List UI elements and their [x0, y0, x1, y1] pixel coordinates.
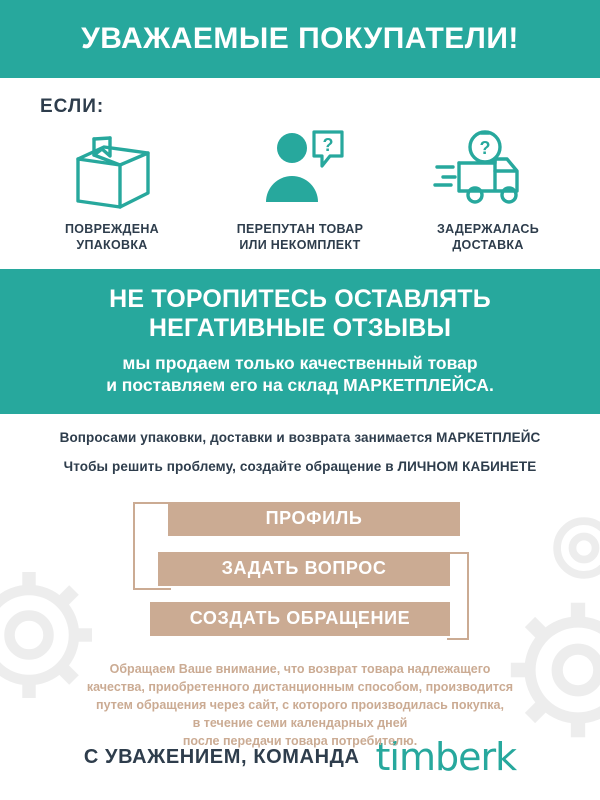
- if-label: ЕСЛИ:: [40, 96, 105, 117]
- footer-text: С УВАЖЕНИЕМ, КОМАНДА: [83, 745, 360, 768]
- reason-label: ПОВРЕЖДЕНА УПАКОВКА: [64, 222, 159, 252]
- step-ask-question[interactable]: ЗАДАТЬ ВОПРОС: [158, 552, 450, 586]
- reason-label: ЗАДЕРЖАЛАСЬ ДОСТАВКА: [436, 222, 539, 252]
- main-message-band: [0, 269, 600, 414]
- reason-wrong-item: [214, 124, 386, 253]
- reasons-list: [0, 118, 600, 253]
- disclaimer-text: Обращаем Ваше внимание, что возврат товара надлежащего качества, приобретенного дистанционным способом, производится путем обращения через сайт, с которого производилась покупка, в течение семи календарных дней после передачи товара потребителю.: [86, 661, 514, 749]
- note-personal-account: Чтобы решить проблему, создайте обращение в ЛИЧНОМ КАБИНЕТЕ: [63, 458, 537, 474]
- notes-section: [0, 414, 600, 496]
- page-title: УВАЖАЕМЫЕ ПОКУПАТЕЛИ!: [81, 22, 519, 55]
- svg-text:?: ?: [479, 138, 491, 158]
- reason-damaged-package: [26, 124, 198, 253]
- reason-late-delivery: [402, 124, 574, 253]
- main-subtext: мы продаем только качественный товар и поставляем его на склад МАРКЕТПЛЕЙСА.: [106, 353, 494, 395]
- steps-flow: [0, 496, 600, 654]
- person-question-icon: [214, 124, 386, 216]
- svg-text:?: ?: [322, 135, 334, 155]
- step-create-request[interactable]: СОЗДАТЬ ОБРАЩЕНИЕ: [150, 602, 450, 636]
- reason-label: ПЕРЕПУТАН ТОВАР ИЛИ НЕКОМПЛЕКТ: [236, 222, 364, 252]
- conditions-section: [0, 78, 600, 257]
- damaged-box-icon: [26, 124, 198, 216]
- delivery-truck-icon: [402, 124, 574, 216]
- header-banner: [0, 0, 600, 78]
- note-marketplace: Вопросами упаковки, доставки и возврата занимается МАРКЕТПЛЕЙС: [59, 429, 541, 445]
- brand-logo: timberk: [375, 735, 517, 779]
- main-headline: НЕ ТОРОПИТЕСЬ ОСТАВЛЯТЬ НЕГАТИВНЫЕ ОТЗЫВЫ: [109, 285, 491, 343]
- step-connector-right: [447, 552, 469, 640]
- step-profile[interactable]: ПРОФИЛЬ: [168, 502, 460, 536]
